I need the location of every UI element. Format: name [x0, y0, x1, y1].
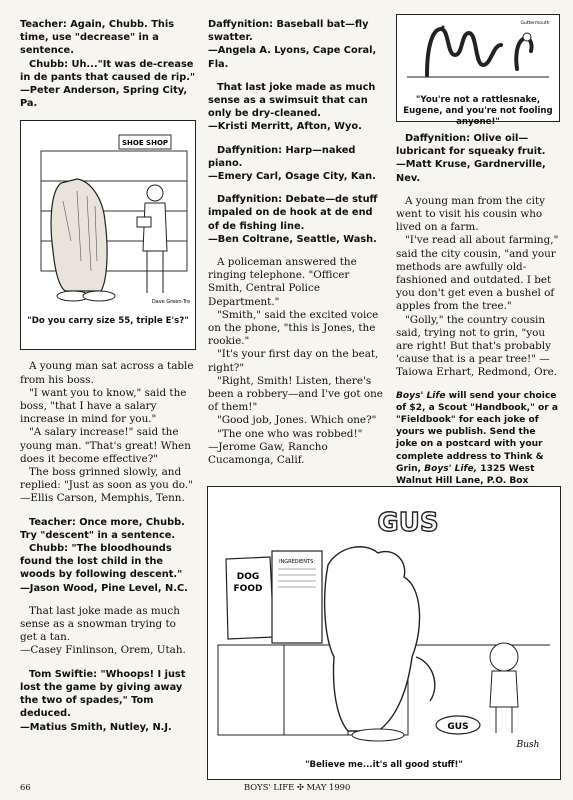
column-2 — [208, 18, 384, 477]
joke-baseball-bat — [208, 18, 384, 71]
joke-line: Chubb: "The bloodhounds found the lost child in the woods by following descent." — [20, 543, 183, 581]
joke-credit: —Ben Coltrane, Seattle, Wash. — [208, 233, 377, 245]
promo-address: 1325 West Walnut Hill Lane, P.O. Box — [396, 463, 535, 487]
magazine-name: Boys' Life, — [424, 463, 478, 474]
joke-line: "A salary increase!" said the young man. "That's great! When does it become effective?" — [20, 426, 191, 465]
shoe-shop-sign: SHOE SHOP — [121, 139, 169, 148]
joke-line: Daffynition: Harp—naked piano. — [208, 144, 356, 169]
joke-credit: —Jason Wood, Pine Level, N.C. — [20, 582, 188, 594]
joke-credit: —Matt Kruse, Gardnerville, Nev. — [396, 159, 546, 184]
joke-credit: —Jerome Gaw, Rancho Cucamonga, Calif. — [208, 440, 328, 467]
joke-teacher-decrease — [20, 18, 196, 110]
joke-line: A young man from the city went to visit his cousin who lived on a farm. — [396, 194, 546, 234]
joke-line: Tom Swiftie: "Whoops! I just lost the game by giving away the two of spades," Tom deduced. — [20, 668, 186, 720]
cartoon-worm — [396, 14, 560, 128]
joke-line: That last joke made as much sense as a swimsuit that can only be dry-cleaned. — [208, 81, 376, 120]
joke-policeman — [208, 256, 384, 467]
joke-line: "I've read all about farming," said the city cousin, "and your methods are awfully old-fashioned and outdated. I bet you don't get even a bushel of apples from the tree." — [396, 234, 559, 313]
cartoon-signature: Guttermouth — [520, 21, 550, 26]
cartoon-signature: Dave Green-Tre — [151, 299, 191, 306]
cartoon-gus — [207, 486, 561, 780]
joke-line: "Smith," said the excited voice on the phone, "this is Jones, the rookie." — [208, 308, 379, 348]
joke-line: Chubb: Uh..."It was de-crease in de pants that caused de rip." — [20, 58, 196, 83]
joke-line: Teacher: Once more, Chubb. Try "descent" in a sentence. — [20, 516, 185, 541]
joke-line: Daffynition: Baseball bat—fly swatter. — [208, 19, 369, 44]
joke-line: "Right, Smith! Listen, there's been a robbery—and I've got one of them!" — [208, 374, 383, 414]
joke-line: "Good job, Jones. Which one?" — [217, 414, 377, 427]
joke-credit: —Peter Anderson, Spring City, Pa. — [20, 85, 188, 110]
shoe-shop-illustration — [21, 121, 195, 307]
ingredients-label: INGREDIENTS: — [279, 559, 315, 565]
joke-swimsuit — [208, 81, 384, 134]
joke-descent — [20, 516, 196, 595]
gus-illustration — [208, 487, 560, 755]
joke-line: That last joke made as much sense as a snowman trying to get a tan. — [20, 604, 180, 644]
cartoon-caption: "You're not a rattlesnake, Eugene, and you're not fooling anyone!" — [403, 95, 553, 128]
magazine-footer: BOYS' LIFE ✣ MAY 1990 — [244, 782, 351, 792]
cartoon-shoe-shop — [20, 120, 196, 350]
column-3 — [396, 18, 560, 512]
joke-line: A policeman answered the ringing telephone. "Officer Smith, Central Police Department." — [208, 256, 357, 308]
joke-salary — [20, 360, 196, 505]
joke-debate — [208, 193, 384, 246]
dog-food-label-2: FOOD — [233, 584, 263, 594]
joke-credit: —Emery Carl, Osage City, Kan. — [208, 171, 376, 183]
magazine-name: Boys' Life — [396, 390, 446, 401]
joke-tom-swiftie — [20, 668, 196, 734]
joke-harp — [208, 144, 384, 184]
joke-line: The boss grinned slowly, and replied: "Just as soon as you do." — [20, 466, 193, 492]
joke-credit: —Casey Finlinson, Orem, Utah. — [20, 644, 186, 657]
joke-snowman — [20, 605, 196, 658]
cartoon-caption: "Believe me...it's all good stuff!" — [305, 760, 463, 770]
worm-illustration — [397, 15, 559, 87]
cartoon-caption: "Do you carry size 55, triple E's?" — [27, 315, 189, 326]
gus-title: GUS — [377, 508, 439, 538]
dog-food-label-1: DOG — [236, 572, 260, 582]
page-number: 66 — [20, 782, 31, 792]
joke-farm-cousin — [396, 195, 560, 380]
joke-line: Daffynition: Debate—de stuff impaled on de hook at de end of de fishing line. — [208, 194, 378, 232]
column-1 — [20, 18, 196, 744]
joke-olive-oil — [396, 132, 560, 185]
joke-credit: —Ellis Carson, Memphis, Tenn. — [20, 492, 185, 505]
joke-line: A young man sat across a table from his boss. — [20, 360, 194, 386]
joke-credit: —Kristi Merritt, Afton, Wyo. — [208, 121, 362, 133]
bowl-label: GUS — [447, 722, 469, 732]
cartoon-signature: Bush — [516, 740, 540, 750]
joke-line: "I want you to know," said the boss, "that I have a salary increase in mind for you." — [20, 386, 187, 426]
joke-line: "It's your first day on the beat, right?" — [208, 348, 379, 374]
joke-line: Teacher: Again, Chubb. This time, use "decrease" in a sentence. — [20, 19, 175, 57]
joke-line: "The one who was robbed!" — [217, 427, 363, 440]
promo-text: will send your choice of $2, a Scout "Handbook," or a "Fieldbook" for each joke of yours we publish. Send the joke on a postcard with your complete address to Think & Grin, — [396, 390, 559, 474]
joke-line: "Golly," the country cousin said, trying not to grin, "you are right! But that's probably 'cause that is a pear tree!" — Taiowa Erhart, Redmond, Ore. — [396, 313, 558, 379]
joke-line: Daffynition: Olive oil—lubricant for squeaky fruit. — [396, 133, 546, 158]
joke-credit: —Angela A. Lyons, Cape Coral, Fla. — [208, 45, 377, 70]
joke-credit: —Matius Smith, Nutley, N.J. — [20, 721, 172, 733]
